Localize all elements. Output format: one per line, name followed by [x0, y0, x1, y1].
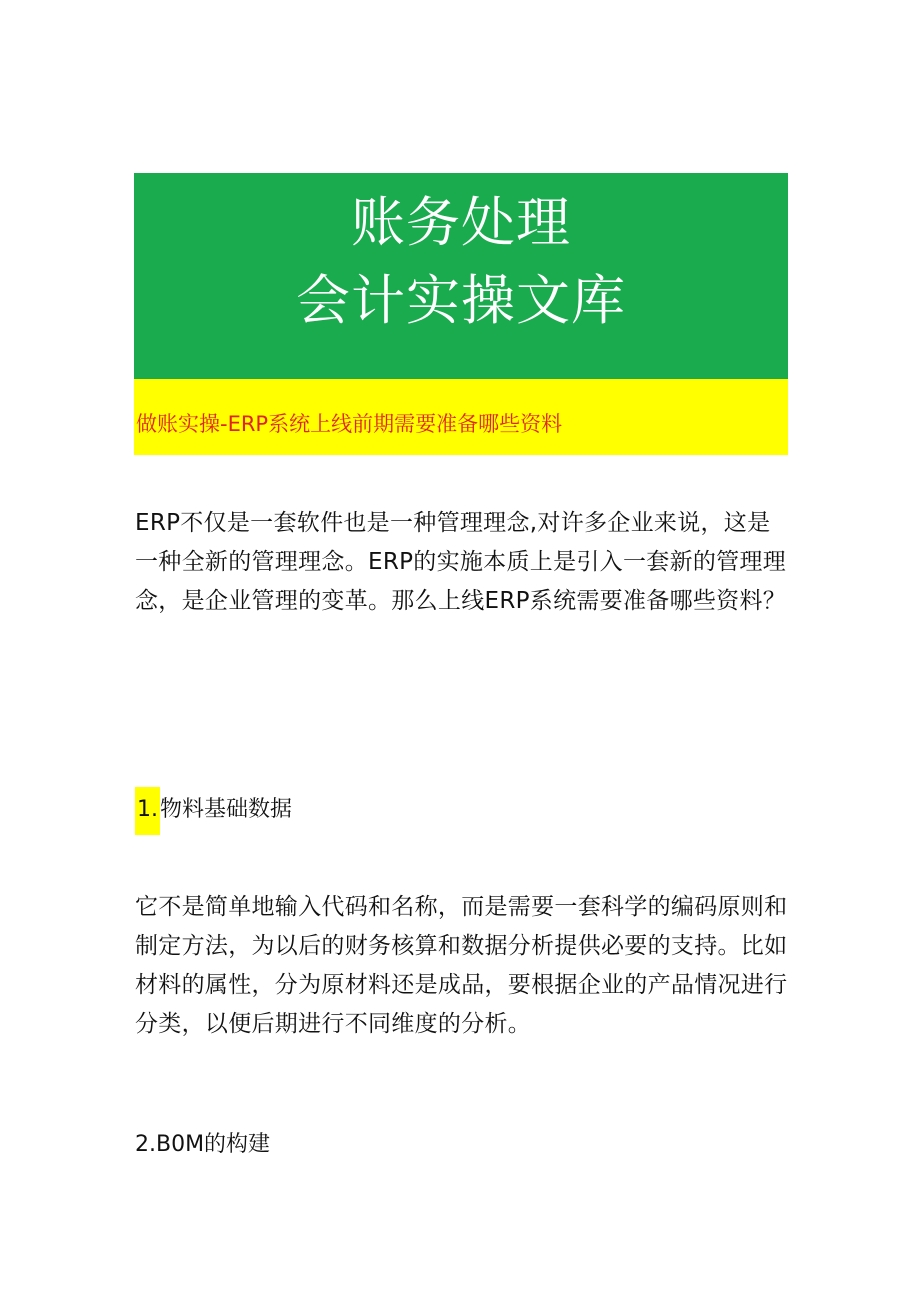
- intro-paragraph: ERP不仅是一套软件也是一种管理理念,对许多企业来说，这是一种全新的管理理念。ERP的实施本质上是引入一套新的管理理念，是企业管理的变革。那么上线ERP系统需要准备哪些资料？: [135, 510, 787, 614]
- section-title-1: 物料基础数据: [160, 797, 293, 822]
- section-number-highlight: 1.: [135, 787, 160, 835]
- section-1-paragraph: 它不是简单地输入代码和名称，而是需要一套科学的编码原则和制定方法，为以后的财务核算和数据分析提供必要的支持。比如材料的属性，分为原材料还是成品，要根据企业的产品情况进行分类，以便后期进行不同维度的分析。: [135, 894, 788, 1037]
- banner-title-line2: 会计实操文库: [296, 269, 626, 332]
- banner-title-line1: 账务处理: [351, 191, 571, 254]
- section-heading-1: [135, 795, 292, 825]
- subtitle-bar: [134, 379, 788, 455]
- section-heading-2: 2.B0M的构建: [135, 1132, 271, 1157]
- document-subtitle: 做账实操-ERP系统上线前期需要准备哪些资料: [136, 412, 563, 436]
- title-banner: [134, 173, 788, 379]
